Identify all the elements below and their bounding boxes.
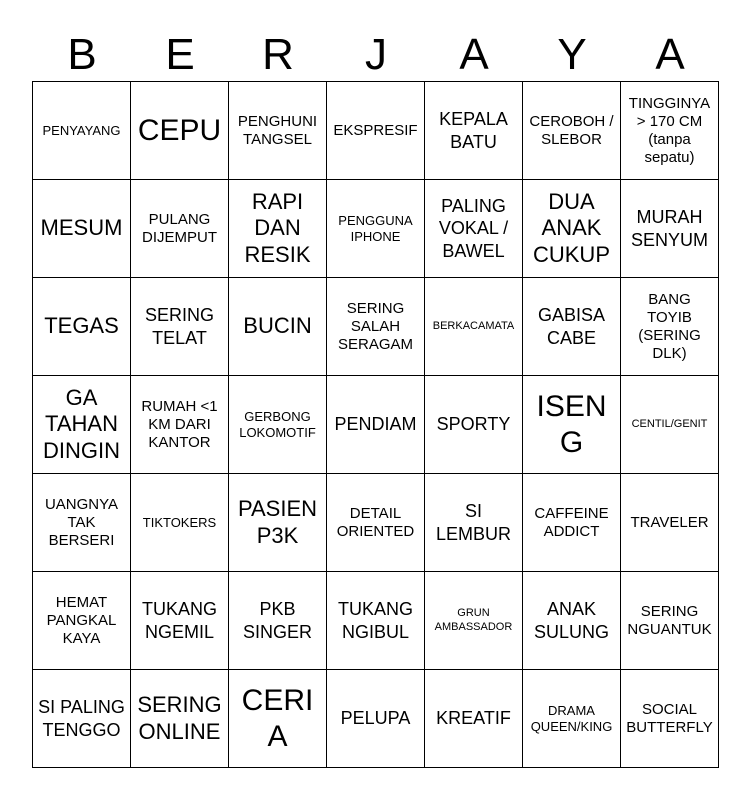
bingo-cell[interactable]: PENDIAM [327, 376, 425, 474]
header-letter-j: J [365, 30, 387, 79]
bingo-cell[interactable]: ANAK SULUNG [523, 572, 621, 670]
header-letter-a: A [459, 30, 489, 79]
bingo-cell[interactable]: PASIEN P3K [229, 474, 327, 572]
bingo-board [32, 81, 719, 768]
bingo-cell[interactable]: GA TAHAN DINGIN [33, 376, 131, 474]
bingo-cell[interactable]: TINGGINYA > 170 CM (tanpa sepatu) [621, 82, 719, 180]
bingo-cell[interactable]: CENTIL/GENIT [621, 376, 719, 474]
bingo-cell[interactable]: KEPALA BATU [425, 82, 523, 180]
header-letter-y: Y [557, 30, 587, 79]
bingo-cell[interactable]: SERING SALAH SERAGAM [327, 278, 425, 376]
bingo-cell[interactable]: GERBONG LOKOMOTIF [229, 376, 327, 474]
bingo-cell[interactable]: PALING VOKAL / BAWEL [425, 180, 523, 278]
header-letter-r: R [262, 30, 294, 79]
bingo-cell[interactable]: CEROBOH / SLEBOR [523, 82, 621, 180]
bingo-cell[interactable]: KREATIF [425, 670, 523, 768]
bingo-cell[interactable]: PENYAYANG [33, 82, 131, 180]
bingo-cell[interactable]: SERING NGUANTUK [621, 572, 719, 670]
bingo-cell[interactable]: PKB SINGER [229, 572, 327, 670]
bingo-cell[interactable]: PELUPA [327, 670, 425, 768]
bingo-cell[interactable]: SI PALING TENGGO [33, 670, 131, 768]
bingo-cell[interactable]: CAFFEINE ADDICT [523, 474, 621, 572]
bingo-cell[interactable]: MURAH SENYUM [621, 180, 719, 278]
bingo-cell[interactable]: DETAIL ORIENTED [327, 474, 425, 572]
bingo-cell[interactable]: SERING TELAT [131, 278, 229, 376]
bingo-cell[interactable]: PENGGUNA IPHONE [327, 180, 425, 278]
bingo-cell[interactable]: CERIA [229, 670, 327, 768]
bingo-cell[interactable]: SI LEMBUR [425, 474, 523, 572]
bingo-cell[interactable]: DRAMA QUEEN/KING [523, 670, 621, 768]
bingo-cell[interactable]: HEMAT PANGKAL KAYA [33, 572, 131, 670]
header-letter-a-2: A [655, 30, 685, 79]
bingo-cell[interactable]: ISENG [523, 376, 621, 474]
bingo-header [33, 28, 719, 82]
bingo-cell[interactable]: TUKANG NGEMIL [131, 572, 229, 670]
bingo-cell[interactable]: SERING ONLINE [131, 670, 229, 768]
bingo-cell[interactable]: BANG TOYIB (SERING DLK) [621, 278, 719, 376]
bingo-cell[interactable]: PENGHUNI TANGSEL [229, 82, 327, 180]
bingo-cell[interactable]: DUA ANAK CUKUP [523, 180, 621, 278]
bingo-cell[interactable]: BERKACAMATA [425, 278, 523, 376]
bingo-cell[interactable]: GRUN AMBASSADOR [425, 572, 523, 670]
bingo-cell[interactable]: MESUM [33, 180, 131, 278]
bingo-cell[interactable]: TIKTOKERS [131, 474, 229, 572]
bingo-cell[interactable]: PULANG DIJEMPUT [131, 180, 229, 278]
header-letter-b: B [67, 30, 97, 79]
bingo-cell[interactable]: UANGNYA TAK BERSERI [33, 474, 131, 572]
bingo-cell[interactable]: TUKANG NGIBUL [327, 572, 425, 670]
header-letter-e: E [165, 30, 195, 79]
bingo-cell[interactable]: SPORTY [425, 376, 523, 474]
bingo-cell[interactable]: TRAVELER [621, 474, 719, 572]
bingo-cell[interactable]: EKSPRESIF [327, 82, 425, 180]
bingo-cell[interactable]: BUCIN [229, 278, 327, 376]
bingo-cell[interactable]: SOCIAL BUTTERFLY [621, 670, 719, 768]
bingo-cell[interactable]: CEPU [131, 82, 229, 180]
bingo-cell[interactable]: TEGAS [33, 278, 131, 376]
bingo-cell[interactable]: RUMAH <1 KM DARI KANTOR [131, 376, 229, 474]
bingo-cell[interactable]: GABISA CABE [523, 278, 621, 376]
bingo-cell[interactable]: RAPI DAN RESIK [229, 180, 327, 278]
